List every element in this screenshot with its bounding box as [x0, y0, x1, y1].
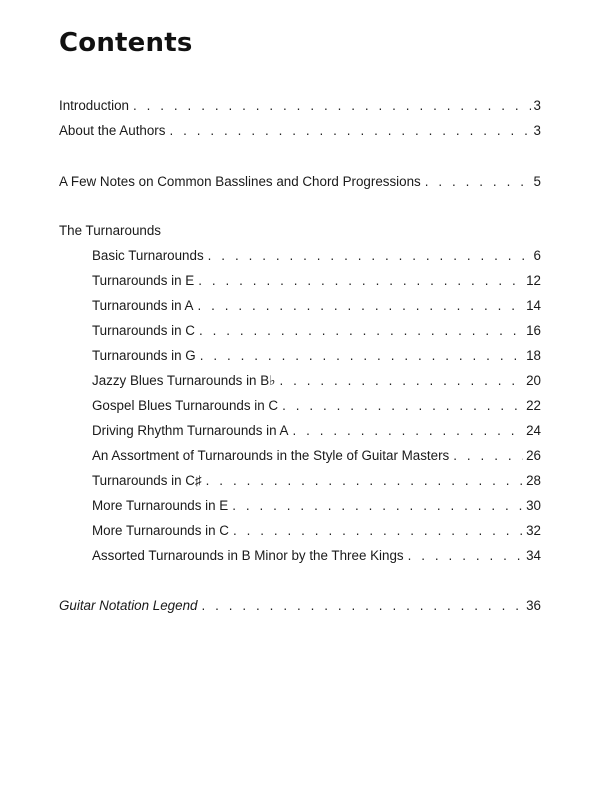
dot-leader: [408, 547, 523, 565]
toc-entry-label: Turnarounds in E: [92, 273, 195, 288]
dot-leader: [282, 397, 523, 415]
dot-leader: [199, 322, 523, 340]
toc-entry-label: More Turnarounds in C: [92, 523, 229, 538]
dot-leader: [453, 447, 523, 465]
toc-entry-label: Turnarounds in C: [92, 323, 195, 338]
toc-entry-label: Turnarounds in A: [92, 298, 194, 313]
toc-entry-label: More Turnarounds in E: [92, 498, 229, 513]
toc-entry[interactable]: [92, 547, 541, 565]
dot-leader: [208, 247, 531, 265]
toc-entry-notes[interactable]: [59, 173, 541, 191]
dot-leader: [232, 497, 523, 515]
toc-entry-label: Guitar Notation Legend: [59, 598, 198, 613]
toc-entry[interactable]: [92, 422, 541, 440]
toc-entry-legend[interactable]: [59, 597, 541, 615]
toc-entry-introduction[interactable]: [59, 97, 541, 115]
dot-leader: [206, 472, 523, 490]
toc-entry-label: A Few Notes on Common Basslines and Chord Progressions: [59, 174, 421, 189]
toc-entry-label: An Assortment of Turnarounds in the Style of Guitar Masters: [92, 448, 450, 463]
toc-entry[interactable]: [92, 272, 541, 290]
toc-entry[interactable]: [92, 322, 541, 340]
toc-entry-label: Jazzy Blues Turnarounds in B♭: [92, 373, 276, 388]
dot-leader: [200, 347, 523, 365]
toc-entry-page: 20: [526, 373, 541, 388]
toc-entry-page: 24: [526, 423, 541, 438]
section-heading: The Turnarounds: [59, 223, 161, 238]
toc-entry-page: 5: [533, 174, 541, 189]
dot-leader: [198, 272, 523, 290]
dot-leader: [279, 372, 523, 390]
toc-entry-label: Assorted Turnarounds in B Minor by the Three Kings: [92, 548, 404, 563]
toc-entry-page: 16: [526, 323, 541, 338]
dot-leader: [425, 173, 531, 191]
toc-entry-label: Turnarounds in G: [92, 348, 196, 363]
toc-entry-page: 14: [526, 298, 541, 313]
toc-entry-page: 22: [526, 398, 541, 413]
toc-entry-page: 26: [526, 448, 541, 463]
toc-entry-page: 3: [533, 98, 541, 113]
toc-entry-page: 32: [526, 523, 541, 538]
toc-entry-label: Turnarounds in C♯: [92, 473, 202, 488]
toc-entry-label: Gospel Blues Turnarounds in C: [92, 398, 279, 413]
toc-entry-page: 6: [533, 248, 541, 263]
toc-entry[interactable]: [92, 297, 541, 315]
dot-leader: [233, 522, 523, 540]
toc-entry-page: 34: [526, 548, 541, 563]
toc-entry-page: 18: [526, 348, 541, 363]
toc-entry-label: Introduction: [59, 98, 129, 113]
toc-entry[interactable]: [92, 372, 541, 390]
toc-entry-page: 12: [526, 273, 541, 288]
toc-entry-label: Basic Turnarounds: [92, 248, 204, 263]
dot-leader: [133, 97, 531, 115]
toc-entry[interactable]: [92, 472, 541, 490]
toc-entry[interactable]: [92, 347, 541, 365]
dot-leader: [292, 422, 523, 440]
toc-entry[interactable]: [92, 522, 541, 540]
toc-entry-page: 3: [533, 123, 541, 138]
toc-entry[interactable]: [92, 397, 541, 415]
toc-entry[interactable]: [92, 497, 541, 515]
toc-entry-page: 36: [526, 598, 541, 613]
page-title: Contents: [59, 28, 193, 58]
toc-entry-page: 28: [526, 473, 541, 488]
toc-entry-label: Driving Rhythm Turnarounds in A: [92, 423, 289, 438]
dot-leader: [201, 597, 523, 615]
dot-leader: [197, 297, 523, 315]
toc-entry[interactable]: [92, 447, 541, 465]
toc-entry-page: 30: [526, 498, 541, 513]
toc-entry[interactable]: [92, 247, 541, 265]
toc-entry-label: About the Authors: [59, 123, 166, 138]
dot-leader: [169, 122, 530, 140]
toc-entry-about-authors[interactable]: [59, 122, 541, 140]
